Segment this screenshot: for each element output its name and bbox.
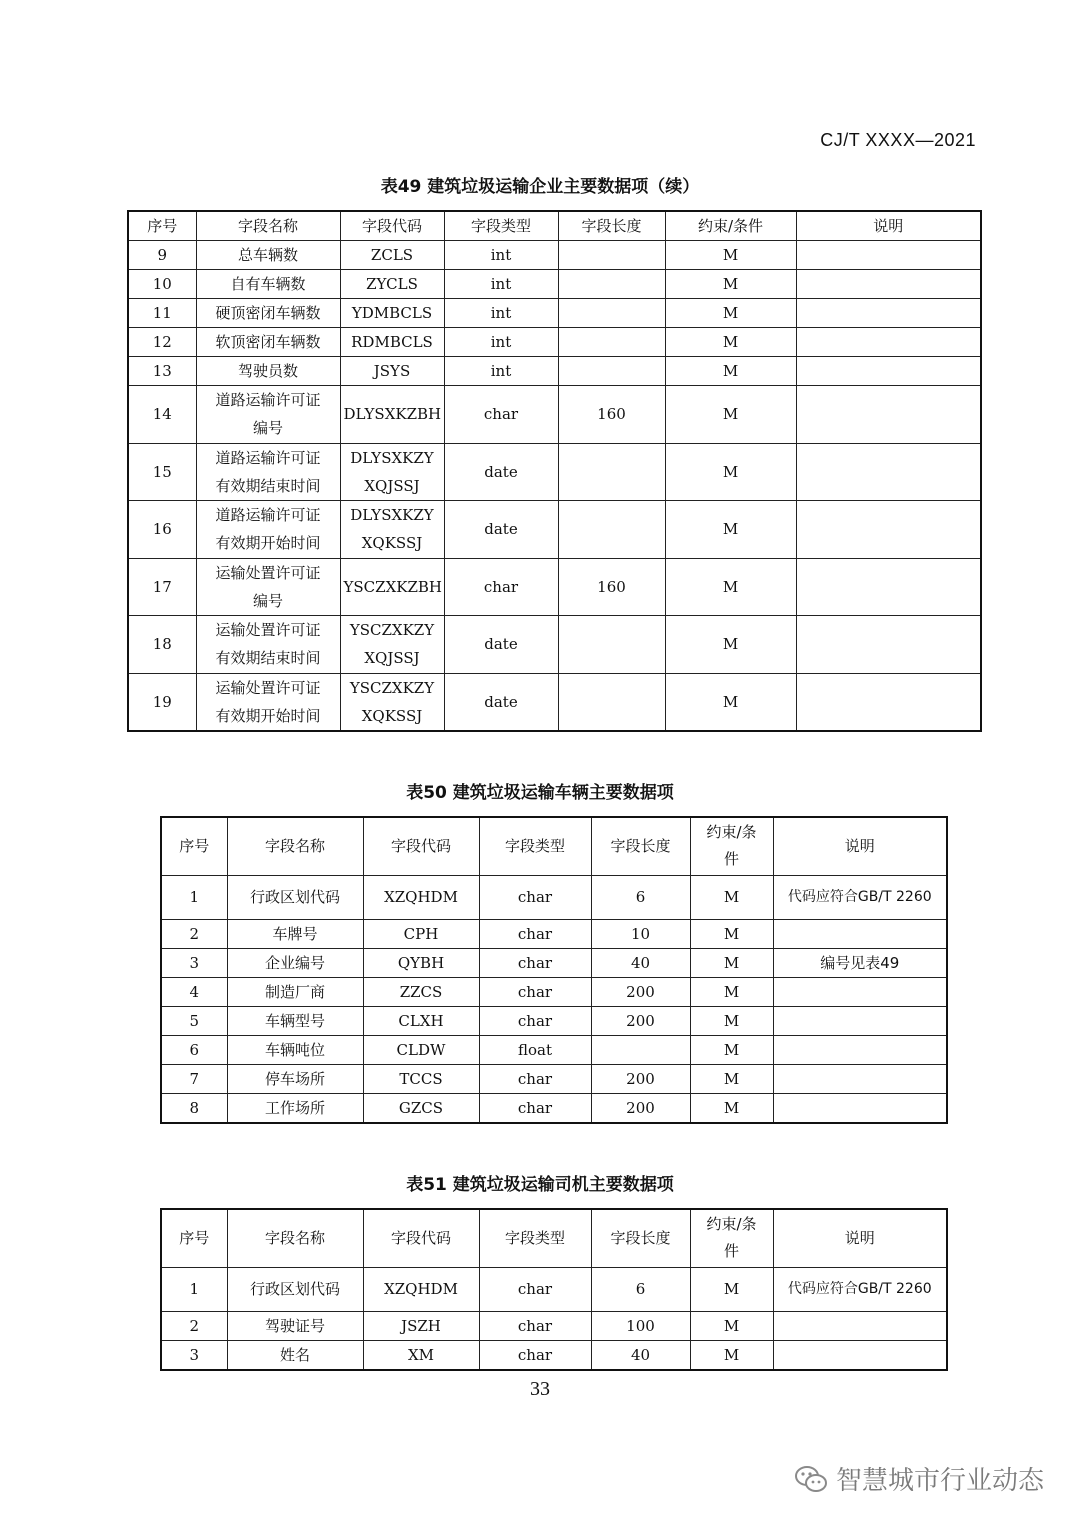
cell <box>796 386 981 444</box>
table-row <box>128 673 981 731</box>
cell: 10 <box>128 270 196 299</box>
table-row <box>161 1340 947 1370</box>
cell <box>796 328 981 357</box>
cell: int <box>444 328 558 357</box>
table-row <box>128 443 981 501</box>
header-cell: 字段代码 <box>363 817 479 875</box>
cell: 制造厂商 <box>227 977 363 1006</box>
cell: int <box>444 241 558 270</box>
header-cell: 字段长度 <box>591 817 690 875</box>
cell: 200 <box>591 1093 690 1123</box>
cell: char <box>479 875 591 919</box>
header-cell: 约束/条件 <box>665 211 796 241</box>
table49-header-row <box>128 211 981 241</box>
cell: CLDW <box>363 1035 479 1064</box>
cell <box>773 1006 947 1035</box>
header-cell: 字段类型 <box>444 211 558 241</box>
cell: DLYSXKZBH <box>340 386 444 444</box>
table-row <box>128 357 981 386</box>
cell: 6 <box>591 875 690 919</box>
header-cell: 序号 <box>128 211 196 241</box>
cell: CPH <box>363 919 479 948</box>
cell: 17 <box>128 558 196 616</box>
cell: 驾驶员数 <box>196 357 340 386</box>
cell: 19 <box>128 673 196 731</box>
cell: M <box>690 1064 773 1093</box>
watermark-text: 智慧城市行业动态 <box>835 1466 1044 1496</box>
header-cell: 说明 <box>773 817 947 875</box>
table50 <box>160 816 948 1124</box>
cell <box>773 1064 947 1093</box>
cell: 车辆吨位 <box>227 1035 363 1064</box>
cell: YDMBCLS <box>340 299 444 328</box>
cell: YSCZXKZYXQKSSJ <box>340 673 444 731</box>
cell: 1 <box>161 875 227 919</box>
cell <box>773 1340 947 1370</box>
cell: 200 <box>591 1006 690 1035</box>
table-row <box>128 501 981 559</box>
cell: M <box>665 443 796 501</box>
table51-header-row <box>161 1209 947 1267</box>
table-row <box>161 1006 947 1035</box>
cell: 总车辆数 <box>196 241 340 270</box>
cell: 车辆型号 <box>227 1006 363 1035</box>
cell: 运输处置许可证有效期开始时间 <box>196 673 340 731</box>
cell: int <box>444 357 558 386</box>
cell: CLXH <box>363 1006 479 1035</box>
table-row <box>161 1064 947 1093</box>
cell: 2 <box>161 919 227 948</box>
cell: 16 <box>128 501 196 559</box>
table49 <box>127 210 982 732</box>
table-row <box>161 1035 947 1064</box>
cell <box>558 357 665 386</box>
header-cell: 序号 <box>161 1209 227 1267</box>
cell: M <box>665 386 796 444</box>
cell: date <box>444 501 558 559</box>
cell: M <box>665 299 796 328</box>
cell: TCCS <box>363 1064 479 1093</box>
cell: M <box>665 270 796 299</box>
cell <box>773 1035 947 1064</box>
watermark <box>794 1460 1044 1497</box>
cell: 编号见表49 <box>773 948 947 977</box>
cell <box>558 443 665 501</box>
cell: char <box>479 1311 591 1340</box>
cell: 4 <box>161 977 227 1006</box>
cell: 14 <box>128 386 196 444</box>
cell: M <box>665 328 796 357</box>
cell: ZCLS <box>340 241 444 270</box>
cell: 姓名 <box>227 1340 363 1370</box>
cell: M <box>690 1340 773 1370</box>
header-cell: 字段类型 <box>479 1209 591 1267</box>
cell: date <box>444 673 558 731</box>
cell: char <box>444 558 558 616</box>
cell: char <box>479 1340 591 1370</box>
cell: 10 <box>591 919 690 948</box>
header-cell: 字段代码 <box>363 1209 479 1267</box>
cell <box>796 501 981 559</box>
cell: int <box>444 270 558 299</box>
table51 <box>160 1208 948 1371</box>
cell <box>773 977 947 1006</box>
cell: 驾驶证号 <box>227 1311 363 1340</box>
cell: 软顶密闭车辆数 <box>196 328 340 357</box>
cell: 行政区划代码 <box>227 1267 363 1311</box>
cell <box>558 270 665 299</box>
cell: M <box>690 875 773 919</box>
cell: 行政区划代码 <box>227 875 363 919</box>
header-cell: 约束/条件 <box>690 817 773 875</box>
cell: M <box>665 501 796 559</box>
cell: 13 <box>128 357 196 386</box>
cell: 160 <box>558 558 665 616</box>
cell: M <box>665 558 796 616</box>
cell: char <box>479 1006 591 1035</box>
cell: 40 <box>591 948 690 977</box>
cell: 运输处置许可证编号 <box>196 558 340 616</box>
cell: DLYSXKZYXQKSSJ <box>340 501 444 559</box>
cell: JSYS <box>340 357 444 386</box>
cell: 硬顶密闭车辆数 <box>196 299 340 328</box>
cell <box>796 558 981 616</box>
cell: 运输处置许可证有效期结束时间 <box>196 616 340 674</box>
header-cell: 说明 <box>773 1209 947 1267</box>
cell <box>558 299 665 328</box>
table49-caption: 表49 建筑垃圾运输企业主要数据项（续） <box>380 177 700 197</box>
cell: 停车场所 <box>227 1064 363 1093</box>
cell <box>773 919 947 948</box>
table-row <box>128 616 981 674</box>
cell: XZQHDM <box>363 1267 479 1311</box>
cell: M <box>665 673 796 731</box>
cell: float <box>479 1035 591 1064</box>
cell: 3 <box>161 1340 227 1370</box>
cell <box>796 673 981 731</box>
cell <box>796 443 981 501</box>
table-row <box>128 241 981 270</box>
cell: GZCS <box>363 1093 479 1123</box>
cell: JSZH <box>363 1311 479 1340</box>
table50-caption: 表50 建筑垃圾运输车辆主要数据项 <box>406 783 674 803</box>
cell: 6 <box>591 1267 690 1311</box>
header-cell: 约束/条件 <box>690 1209 773 1267</box>
header-cell: 序号 <box>161 817 227 875</box>
cell <box>796 299 981 328</box>
cell: 代码应符合GB/T 2260 <box>773 1267 947 1311</box>
table-row <box>128 299 981 328</box>
cell <box>558 328 665 357</box>
cell: 18 <box>128 616 196 674</box>
cell: date <box>444 443 558 501</box>
cell: 工作场所 <box>227 1093 363 1123</box>
cell: char <box>479 1093 591 1123</box>
cell <box>796 357 981 386</box>
cell: 企业编号 <box>227 948 363 977</box>
table-row <box>161 1267 947 1311</box>
cell: int <box>444 299 558 328</box>
table-row <box>161 948 947 977</box>
header-cell: 字段长度 <box>558 211 665 241</box>
cell: 7 <box>161 1064 227 1093</box>
table50-header-row <box>161 817 947 875</box>
header-cell: 说明 <box>796 211 981 241</box>
header-cell: 字段长度 <box>591 1209 690 1267</box>
cell <box>773 1093 947 1123</box>
cell: M <box>690 1311 773 1340</box>
table-row <box>161 1311 947 1340</box>
cell: M <box>690 948 773 977</box>
cell: 12 <box>128 328 196 357</box>
cell: 160 <box>558 386 665 444</box>
table51-caption: 表51 建筑垃圾运输司机主要数据项 <box>406 1175 674 1195</box>
cell: ZZCS <box>363 977 479 1006</box>
cell: M <box>690 1267 773 1311</box>
cell: 11 <box>128 299 196 328</box>
cell <box>558 501 665 559</box>
cell: M <box>665 357 796 386</box>
cell <box>796 241 981 270</box>
cell: M <box>665 616 796 674</box>
cell <box>558 616 665 674</box>
cell <box>558 241 665 270</box>
cell <box>796 616 981 674</box>
cell: M <box>690 1093 773 1123</box>
cell: char <box>479 977 591 1006</box>
table-row <box>161 875 947 919</box>
table-row <box>128 386 981 444</box>
cell: 车牌号 <box>227 919 363 948</box>
table-row <box>128 558 981 616</box>
cell <box>558 673 665 731</box>
header-cell: 字段名称 <box>196 211 340 241</box>
table-row <box>161 1093 947 1123</box>
cell: 6 <box>161 1035 227 1064</box>
wechat-icon <box>794 1464 828 1494</box>
cell: YSCZXKZYXQJSSJ <box>340 616 444 674</box>
cell: RDMBCLS <box>340 328 444 357</box>
cell: QYBH <box>363 948 479 977</box>
cell: M <box>690 1035 773 1064</box>
cell: 200 <box>591 977 690 1006</box>
cell: char <box>479 948 591 977</box>
cell: char <box>479 1267 591 1311</box>
cell: DLYSXKZYXQJSSJ <box>340 443 444 501</box>
cell: ZYCLS <box>340 270 444 299</box>
cell: XZQHDM <box>363 875 479 919</box>
header-cell: 字段类型 <box>479 817 591 875</box>
cell <box>773 1311 947 1340</box>
cell: 3 <box>161 948 227 977</box>
cell <box>796 270 981 299</box>
cell: M <box>690 919 773 948</box>
cell: 自有车辆数 <box>196 270 340 299</box>
cell: char <box>444 386 558 444</box>
cell: XM <box>363 1340 479 1370</box>
cell: char <box>479 919 591 948</box>
cell: 5 <box>161 1006 227 1035</box>
cell: 道路运输许可证有效期开始时间 <box>196 501 340 559</box>
cell: 1 <box>161 1267 227 1311</box>
header-cell: 字段代码 <box>340 211 444 241</box>
cell: 200 <box>591 1064 690 1093</box>
cell: char <box>479 1064 591 1093</box>
header-cell: 字段名称 <box>227 817 363 875</box>
table-row <box>128 328 981 357</box>
table-row <box>161 977 947 1006</box>
cell: M <box>690 977 773 1006</box>
cell: 15 <box>128 443 196 501</box>
table-row <box>128 270 981 299</box>
cell: 2 <box>161 1311 227 1340</box>
cell: 100 <box>591 1311 690 1340</box>
cell: YSCZXKZBH <box>340 558 444 616</box>
cell: 道路运输许可证编号 <box>196 386 340 444</box>
page-number: 33 <box>530 1378 550 1400</box>
cell: 代码应符合GB/T 2260 <box>773 875 947 919</box>
cell: M <box>690 1006 773 1035</box>
cell: M <box>665 241 796 270</box>
cell: 道路运输许可证有效期结束时间 <box>196 443 340 501</box>
cell: 8 <box>161 1093 227 1123</box>
cell: date <box>444 616 558 674</box>
table-row <box>161 919 947 948</box>
header-cell: 字段名称 <box>227 1209 363 1267</box>
cell: 9 <box>128 241 196 270</box>
cell: 40 <box>591 1340 690 1370</box>
cell <box>591 1035 690 1064</box>
document-code: CJ/T XXXX—2021 <box>820 130 976 150</box>
